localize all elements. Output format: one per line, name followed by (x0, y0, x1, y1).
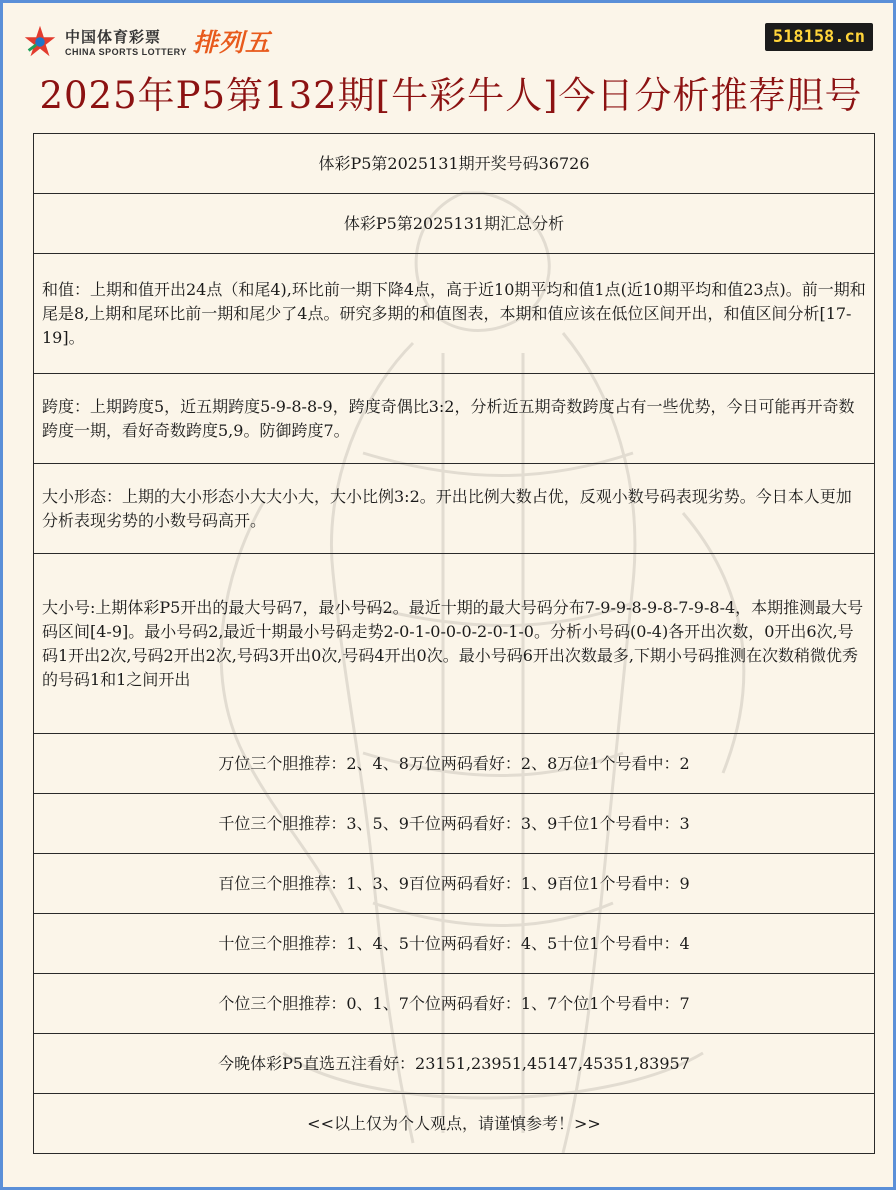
big-small-pattern-cell: 大小形态：上期的大小形态小大大小大，大小比例3:2。开出比例大数占优，反观小数号码表现劣势。今日本人更加分析表现劣势的小数号码高开。 (34, 464, 875, 554)
thousands-pick-cell: 千位三个胆推荐：3、5、9千位两码看好：3、9千位1个号看中：3 (34, 794, 875, 854)
table-row (34, 914, 875, 974)
tens-pick-cell: 十位三个胆推荐：1、4、5十位两码看好：4、5十位1个号看中：4 (34, 914, 875, 974)
big-small-number-cell: 大小号:上期体彩P5开出的最大号码7，最小号码2。最近十期的最大号码分布7-9-9-8-9-8-7-9-8-4，本期推测最大号码区间[4-9]。最小号码2,最近十期最小号码走势2-0-1-0-0-0-2-0-1-0。分析小号码(0-4)各开出次数，0开出6次,号码1开出2次,号码2开出2次,号码3开出0次,号码4开出0次。最小号码6开出次数最多,下期小号码推测在次数稍微优秀的号码1和1之间开出 (34, 554, 875, 734)
direct-pick-cell: 今晚体彩P5直选五注看好：23151,23951,45147,45351,83957 (34, 1034, 875, 1094)
ten-thousands-pick-cell: 万位三个胆推荐：2、4、8万位两码看好：2、8万位1个号看中：2 (34, 734, 875, 794)
disclaimer-cell: <<以上仅为个人观点，请谨慎参考！>> (34, 1094, 875, 1154)
lottery-star-icon (21, 22, 59, 60)
sum-value-analysis-cell: 和值：上期和值开出24点（和尾4),环比前一期下降4点，高于近10期平均和值1点(近10期平均和值23点)。前一期和尾是8,上期和尾环比前一期和尾少了4点。研究多期的和值图表，本期和值应该在低位区间开出，和值区间分析[17-19]。 (34, 254, 875, 374)
table-row (34, 974, 875, 1034)
units-pick-cell: 个位三个胆推荐：0、1、7个位两码看好：1、7个位1个号看中：7 (34, 974, 875, 1034)
site-url-badge[interactable]: 518158.cn (765, 23, 873, 51)
draw-result-cell: 体彩P5第2025131期开奖号码36726 (34, 134, 875, 194)
table-row (34, 554, 875, 734)
logo-game-name: 排列五 (192, 29, 271, 57)
table-row (34, 374, 875, 464)
table-row (34, 734, 875, 794)
table-row (34, 194, 875, 254)
china-sports-lottery-logo (21, 21, 271, 61)
summary-heading-cell: 体彩P5第2025131期汇总分析 (34, 194, 875, 254)
span-analysis-cell: 跨度：上期跨度5，近五期跨度5-9-8-8-9，跨度奇偶比3:2，分析近五期奇数跨度占有一些优势，今日可能再开奇数跨度一期，看好奇数跨度5,9。防御跨度7。 (34, 374, 875, 464)
table-row (34, 134, 875, 194)
page-title: 2025年P5第132期[牛彩牛人]今日分析推荐胆号 (39, 74, 863, 117)
hundreds-pick-cell: 百位三个胆推荐：1、3、9百位两码看好：1、9百位1个号看中：9 (34, 854, 875, 914)
table-row (34, 1094, 875, 1154)
logo-chinese-name: 中国体育彩票 (65, 28, 162, 46)
table-row (34, 854, 875, 914)
analysis-table (33, 133, 875, 1154)
table-row (34, 1034, 875, 1094)
table-row (34, 464, 875, 554)
logo-english-name: CHINA SPORTS LOTTERY (65, 46, 187, 57)
table-row (34, 794, 875, 854)
table-row (34, 254, 875, 374)
